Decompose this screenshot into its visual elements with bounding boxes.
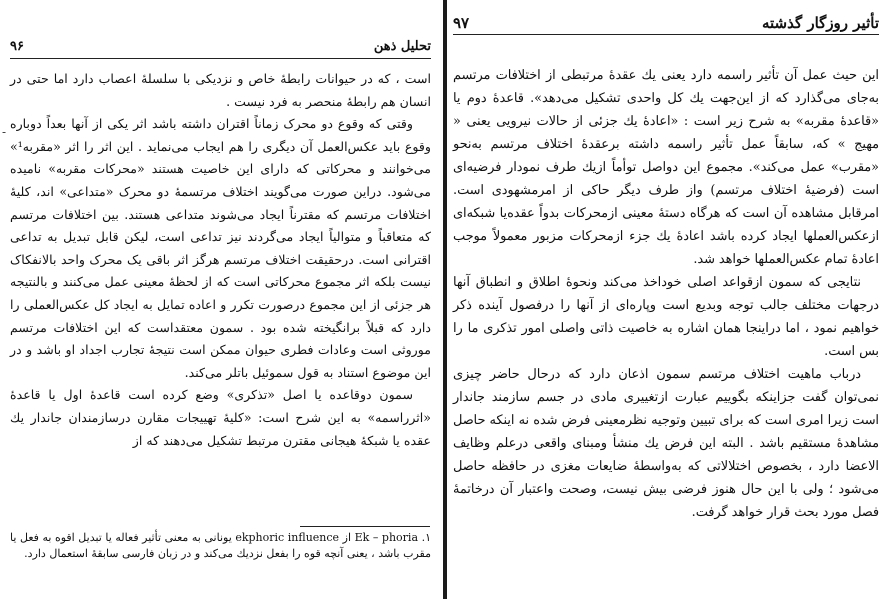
left-page-number: ۹۶ (10, 39, 24, 54)
left-running-title: تحلیل ذهن (373, 39, 431, 54)
right-page (447, 0, 887, 599)
right-page-number: ۹۷ (453, 14, 470, 32)
right-page-body (453, 64, 879, 524)
margin-mark: - (2, 125, 7, 139)
footnote-rule (300, 526, 430, 527)
left-page-body (10, 68, 431, 452)
right-paragraph-1: این حیث عمل آن تأثیر راسمه دارد یعنی یك عقدهٔ مرتبطی از اختلافات مرتسم به‌جای می‌گذارد که از این‌جهت یك کل واحدی تشکیل می‌دهد». قاعدهٔ دوم یا «قاعدهٔ مقربه» به شرح زیر است : «اعادهٔ یك جزئی از حالات نیرویی یعنی « مهیج » که، سابقاً عمل تأثیر راسمه داشته برعقدهٔ اختلاف مرتسم به‌نحو «مقرب» عمل می‌کند». مجموع این دواصل توأماً ازیك طرف نمودار فرضیه‌ای است (فرضیهٔ اختلاف مرتسم) واز طرف دیگر حاکی از امرمشهودی است. امرقابل مشاهده آن است که هرگاه دستهٔ معینی ازمحرکات بدواً عقده‌یا شبکه‌ای ازعکس‌العملها ایجاد کرده باشد اعادهٔ یك جزء ازمحرکات مزبور معمولاً موجب اعادهٔ تمام عکس‌العملها خواهد شد. (453, 68, 879, 267)
right-page-header (453, 14, 879, 35)
right-paragraph-2: نتایجی که سمون ازقواعد اصلی خوداخذ می‌کند ونحوهٔ اطلاق و انطباق آنها درجهات مختلف جالب توجه وبدیع است وپاره‌ای از آنها را درفصول آینده ذکر خواهیم نمود ، اما دراینجا همان اشاره به خاصیت ذاتی واصلی امور تذکری ما را بس است. (453, 275, 879, 359)
left-paragraph-3: سمون دوقاعده یا اصل «تذکری» وضع کرده است قاعدهٔ اول یا قاعدهٔ «اثرراسمه» به این شرح است: «کلیهٔ تهییجات مقارن درسازمندان جاندار یك عقده یا شبکهٔ هیجانی مقترن مرتبط تشکیل می‌دهند که از (10, 387, 431, 448)
left-footnote: ۱. Ek – phoria از ekphoric influence یونانی به معنی تأثیر فعاله یا تبدیل اقوه به فعل یا مقرب باشد ، یعنی آنچه قوه را بفعل نزدیك می‌کند و در زبان فارسی سابقهٔ استعمال دارد. (10, 531, 431, 560)
left-paragraph-1: است ، که در حیوانات رابطهٔ خاص و نزدیکی با سلسلهٔ اعصاب دارد اما حتی در انسان هم رابطهٔ منحصر به فرد نیست . (10, 71, 431, 109)
left-paragraph-2: وقتی که وقوع دو محرک زماناً اقتران داشته باشد اثر یکی از آنها بعداً دوباره وقوع باید عکس‌العمل آن دیگری را هم ایجاب می‌نماید . این اثر را اثر «مقربه¹» می‌خوانند و محرکاتی که دارای این خاصیت هستند «محرکات مقربه» نامیده می‌شود. دراین صورت می‌گویند اختلاف مرتسمهٔ دو محرک «متداعی» اند، کلیهٔ اختلافات مرتسم که مقترناً ایجاد می‌شوند متداعی هستند. بین اختلافات مرتسم که متعاقباً و متوالیاً ایجاد می‌گردند نیز تداعی است، لیکن قابل تبدیل به تداعی اقترانی است. درحقیقت اختلاف مرتسم هرگز اثر باقی یک محرک واحد بالانفکاک نیست بلکه اثر مجموع محرکاتی است که از لحظهٔ معینی عمل می‌کنند و بالنتیجه هر جزئی از این مجموع درصورت تکرر و اعاده تمایل به ایجاد کل عکس‌العملی را دارد که قبلاً برانگیخته شده بود . سمون معتقداست که این اختلافات مرتسم موروثی است وعادات فطری حیوان ممکن است نتیجهٔ تجارب اجداد او باشد و در این موضوع استناد به قول سموئیل باتلر می‌کند. (10, 116, 431, 380)
left-page (0, 0, 443, 599)
right-running-title: تأثیر روزگار گذشته (761, 14, 879, 32)
left-page-header (10, 38, 431, 59)
right-paragraph-3: درباب ماهیت اختلاف مرتسم سمون اذعان دارد که درحال حاضر چیزی نمی‌توان گفت جزاینکه بگوییم عبارت ازتغییری مادی در جسم سازمند جاندار است زیرا امری است که برای تبیین وتوجیه نظرمعینی فرض شده نه اینکه حاصل مشاهدهٔ مستقیم باشد . البته این فرض یك منشأ ومبنای واقعی درعلم وظایف الاعضا دارد ، بخصوص اختلالاتی که به‌واسطهٔ ضایعات مغزی در حافظه حاصل می‌شود ؛ ولی با این حال هنوز فرضی بیش نیست، وصحت واعتبار آن درخاتمهٔ فصل مورد بحث قرار خواهد گرفت. (453, 367, 879, 520)
